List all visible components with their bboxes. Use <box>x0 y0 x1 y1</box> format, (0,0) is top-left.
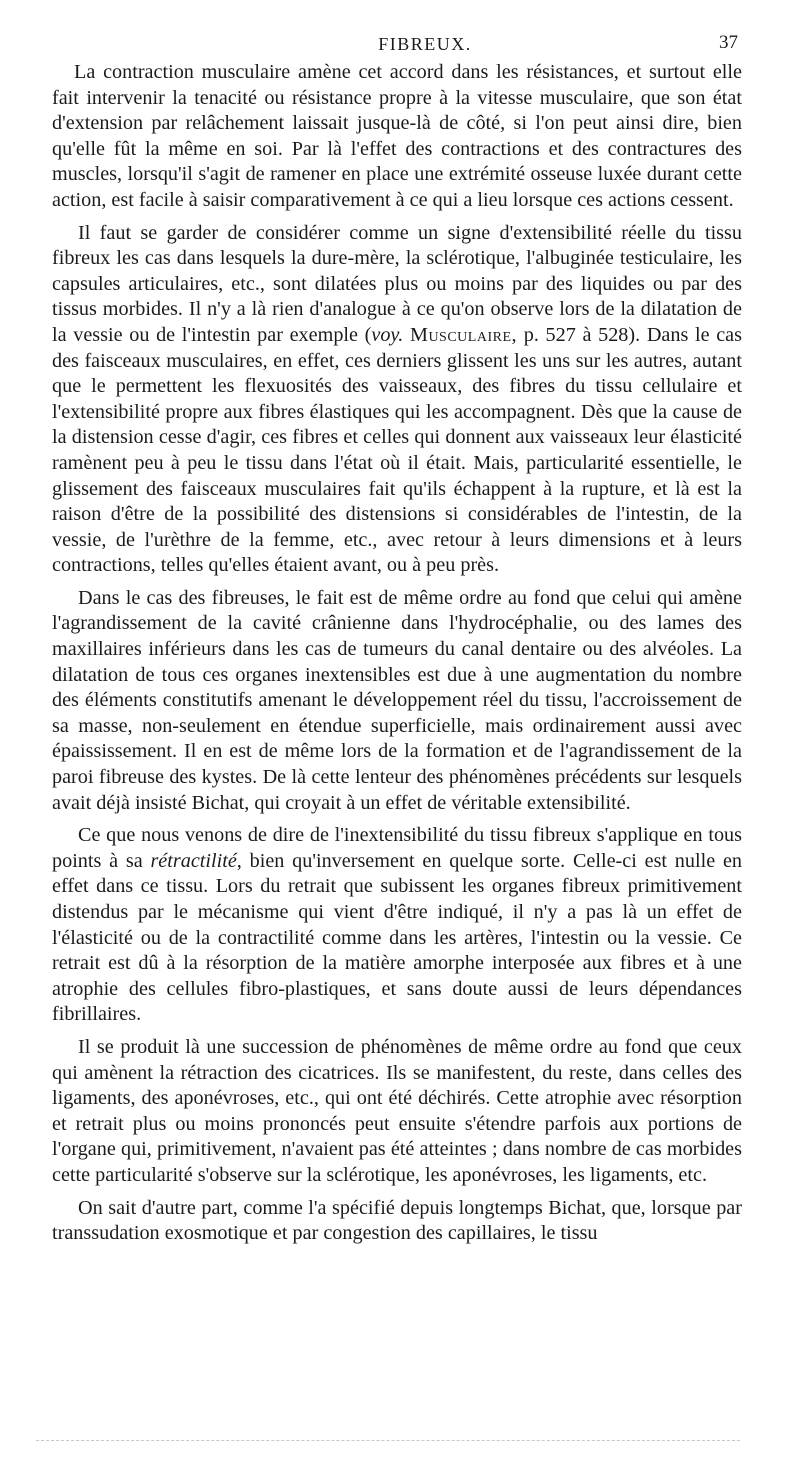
paragraph-extensibility <box>52 221 742 579</box>
paragraph-retractility <box>52 823 742 1028</box>
paragraph-fibrous-membranes: Dans le cas des fibreuses, le fait est de même ordre au fond que celui qui amène l'agrandissement de la cavité crânienne dans l'hydrocéphalie, ou des lames des maxillaires inférieurs dans les cas de tumeurs du canal dentaire ou des alvéoles. La dilatation de tous ces organes inextensibles est due à une augmentation du nombre des éléments constitutifs amenant le développement réel du tissu, l'accroissement de sa masse, non-seulement en étendue superficielle, mais ordinairement aussi avec épaississement. Il en est de même lors de la formation et de l'agrandissement de la paroi fibreuse des kystes. De là cette lenteur des phénomènes précédents sur lesquels avait déjà insisté Bichat, qui croyait à un effet de véritable extensibilité. <box>52 586 742 814</box>
page-number: 37 <box>719 32 738 53</box>
voy-reference: voy. <box>371 323 404 346</box>
paragraph-retractility-text-end: , bien qu'inversement en quelque sorte. Celle-ci est nulle en effet dans ce tissu. Lors du retrait que subissent les organes fibreux primitivement distendus par le mécanisme qui vient d'être indiqué, il n'y a pas là un effet de l'élasticité ou de la contractilité comme dans les artères, l'intestin ou la vessie. Ce retrait est dû à la résorption de la matière amorphe interposée aux fibres et à une atrophie des cellules fibro-plastiques, et sans doute aussi de leurs dépendances fibrillaires. <box>52 849 742 1026</box>
paragraph-extensibility-text-start: Il faut se garder de considérer comme un signe d'extensibilité réelle du tissu fibreux les cas dans lesquels la dure-mère, la sclérotique, l'albuginée testiculaire, les capsules articulaires, etc., sont dilatées plus ou moins par des liquides ou par des tissus morbides. Il n'y a là rien d'analogue à ce qu'on observe lors de la dilatation de la vessie ou de l'intestin par exemple ( <box>52 221 742 346</box>
running-head <box>52 20 738 60</box>
retractility-term: rétractilité <box>150 849 237 872</box>
body-text <box>52 60 742 1254</box>
paragraph-bichat-transudation: On sait d'autre part, comme l'a spécifié depuis longtemps Bichat, que, lorsque par transsudation exosmotique et par congestion des capillaires, le tissu <box>52 1196 742 1245</box>
page-bottom-rule <box>36 1440 740 1441</box>
paragraph-muscular-contraction: La contraction musculaire amène cet accord dans les résistances, et surtout elle fait intervenir la tenacité ou résistance propre à la vitesse musculaire, que son état d'extension par relâchement laissait jusque-là de côté, si l'on peut ainsi dire, bien qu'elle fût la même en soi. Par là l'effet des contractions et des contractures des muscles, lorsqu'il s'agit de ramener en place une extrémité osseuse luxée durant cette action, est facile à saisir comparativement à ce qui a lieu lorsque ces actions cessent. <box>52 61 742 211</box>
paragraph-cicatrices: Il se produit là une succession de phénomènes de même ordre au fond que ceux qui amènent la rétraction des cicatrices. Ils se manifestent, du reste, dans celles des ligaments, des aponévroses, etc., qui ont été déchirés. Cette atrophie avec résorption et retrait plus ou moins prononcés peut ensuite s'étendre parfois aux portions de l'organe qui, primitivement, n'avaient pas été atteintes ; dans nombre de cas morbides cette particularité s'observe sur la sclérotique, les aponévroses, les ligaments, etc. <box>52 1035 742 1186</box>
paragraph-extensibility-text-end: p. 527 à 528). Dans le cas des faisceaux musculaires, en effet, ces derniers glissent les uns sur les autres, autant que le permettent les flexuosités des vaisseaux, des fibres du tissu cellulaire et l'extensibilité propre aux fibres élastiques qui les accompagnent. Dès que la cause de la distension cesse d'agir, ces fibres et celles qui donnent aux vaisseaux leur élasticité ramènent peu à peu le tissu dans l'état où il était. Mais, particularité essentielle, le glissement des faisceaux musculaires fait qu'ils échappent à la rupture, et là est la raison d'être de la possibilité des distensions si considérables de l'intestin, de la vessie, de l'urèthre de la femme, etc., avec retour à leurs dimensions et à leurs contractions, telles qu'elles étaient avant, ou à peu près. <box>52 323 742 577</box>
musculaire-reference: Musculaire, <box>410 323 518 346</box>
running-head-title: FIBREUX. <box>378 34 472 54</box>
paragraph-retractility-text-start: Ce que nous venons de dire de l'inextensibilité du tissu fibreux s'applique en tous points à sa <box>52 824 742 872</box>
